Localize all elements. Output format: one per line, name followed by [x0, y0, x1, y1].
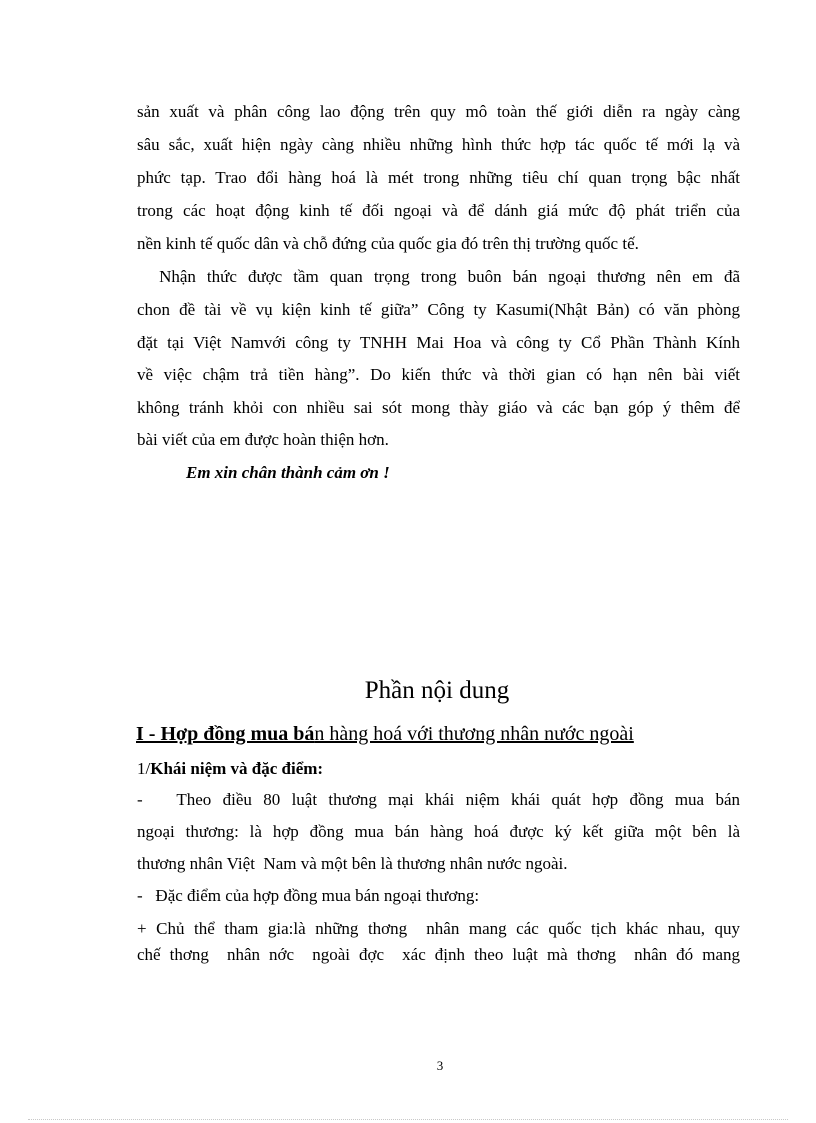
paragraph-line: ngoại thương: là hợp đồng mua bán hàng hoá được ký kết giữa một bên là [137, 822, 740, 841]
paragraph-line: đặt tại Việt Namvới công ty TNHH Mai Hoa và công ty Cổ Phần Thành Kính [137, 333, 740, 352]
paragraph-line: không tránh khỏi con nhiều sai sót mong thày giáo và các bạn góp ý thêm để [137, 398, 740, 417]
heading-normal-part: n hàng hoá với thương nhân nước ngoài [314, 723, 634, 745]
page-bottom-divider [28, 1119, 788, 1120]
paragraph-line: sản xuất và phân công lao động trên quy mô toàn thế giới diễn ra ngày càng [137, 102, 740, 121]
paragraph-line: + Chủ thể tham gia:là những thơng nhân mang các quốc tịch khác nhau, quy [137, 919, 740, 938]
paragraph-line: phức tạp. Trao đổi hàng hoá là mét trong những tiêu chí quan trọng bậc nhất [137, 168, 740, 187]
subheading-bold-part: Khái niệm và đặc điểm: [150, 759, 324, 778]
heading-bold-part: I - Hợp đồng mua bá [136, 723, 315, 745]
subheading [137, 758, 323, 780]
paragraph-line: thương nhân Việt Nam và một bên là thương nhân nước ngoài. [137, 854, 568, 873]
thanks-line: Em xin chân thành cảm ơn ! [186, 463, 390, 482]
paragraph-line: - Theo điều 80 luật thương mại khái niệm khái quát hợp đồng mua bán [137, 790, 740, 809]
paragraph-line: sâu sắc, xuất hiện ngày càng nhiều những hình thức hợp tác quốc tế mới lạ và [137, 135, 740, 154]
paragraph-line: chế thơng nhân nớc ngoài đợc xác định theo luật mà thơng nhân đó mang [137, 945, 740, 964]
section-title: Phần nội dung [364, 677, 510, 704]
section-heading [136, 721, 634, 747]
page-number: 3 [436, 1058, 444, 1073]
paragraph-line: nền kinh tế quốc dân và chỗ đứng của quốc gia đó trên thị trường quốc tế. [137, 234, 639, 253]
bullet-line: - Đặc điểm của hợp đồng mua bán ngoại thương: [137, 886, 480, 905]
subheading-prefix: 1/ [137, 759, 151, 778]
paragraph-line: chon đề tài về vụ kiện kinh tế giữa” Công ty Kasumi(Nhật Bản) có văn phòng [137, 300, 740, 319]
paragraph-line: trong các hoạt động kinh tế đối ngoại và để dánh giá mức độ phát triển của [137, 201, 740, 220]
paragraph-line: bài viết của em được hoàn thiện hơn. [137, 430, 389, 449]
paragraph-line: về việc chậm trả tiền hàng”. Do kiến thức và thời gian có hạn nên bài viết [137, 365, 740, 384]
paragraph-line: Nhận thức được tầm quan trọng trong buôn bán ngoại thương nên em đã [137, 267, 740, 286]
